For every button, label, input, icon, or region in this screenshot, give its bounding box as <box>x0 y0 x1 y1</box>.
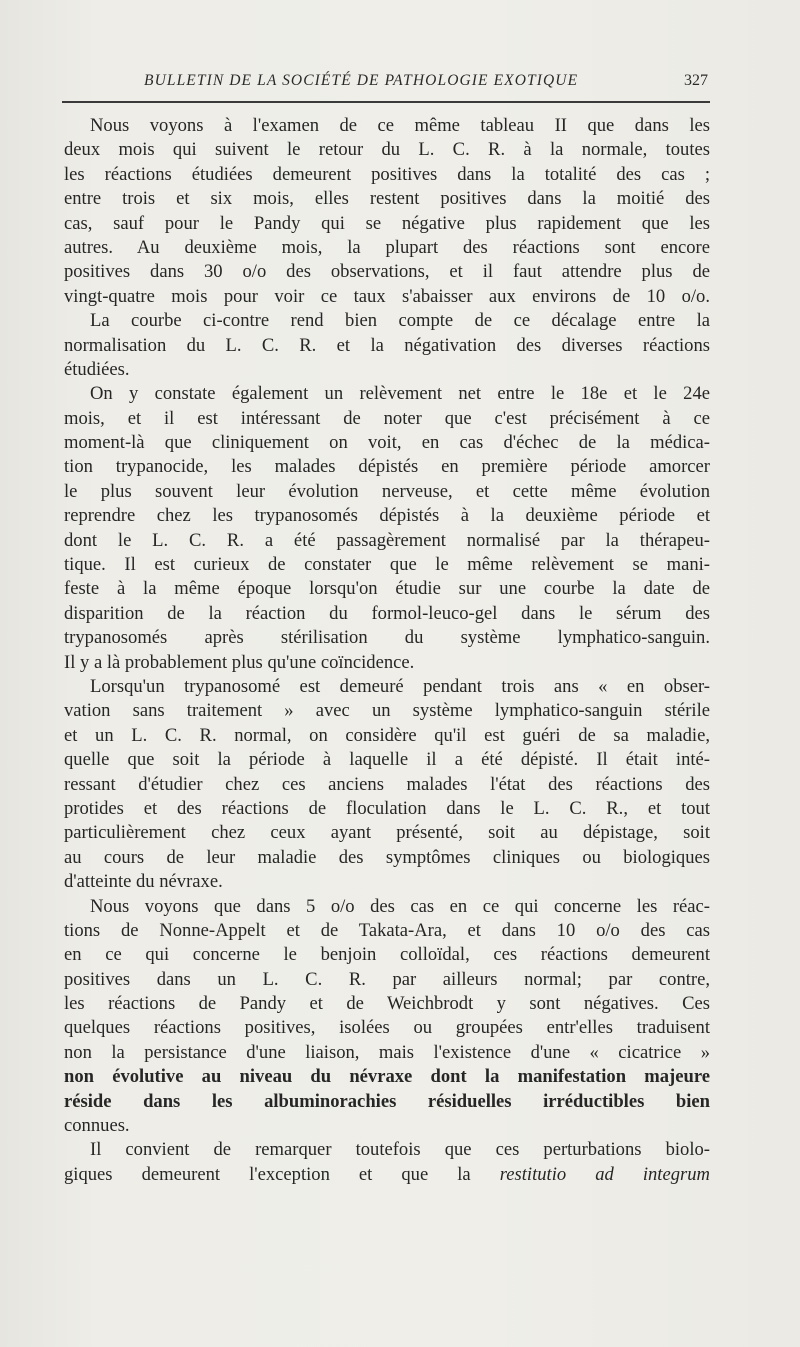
header-rule <box>62 101 710 103</box>
body-text <box>64 114 710 1187</box>
text-line: et un L. C. R. normal, on considère qu'il est guéri de sa maladie, <box>64 724 710 746</box>
journal-running-title: BULLETIN DE LA SOCIÉTÉ DE PATHOLOGIE EXOTIQUE <box>144 72 579 89</box>
text-line: reprendre chez les trypanosomés dépistés à la deuxième période et <box>64 505 710 527</box>
text-line: tique. Il est curieux de constater que le même relèvement se mani- <box>64 554 710 576</box>
text-line: Nous voyons que dans 5 o/o des cas en ce qui concerne les réac- <box>90 895 710 917</box>
text-line: La courbe ci-contre rend bien compte de ce décalage entre la <box>90 310 710 332</box>
text-line: en ce qui concerne le benjoin colloïdal, ces réactions demeurent <box>64 944 710 966</box>
text-line: mois, et il est intéressant de noter que c'est précisément à ce <box>64 407 710 429</box>
text-line: non la persistance d'une liaison, mais l'existence d'une « cicatrice » <box>64 1041 710 1063</box>
text-line: disparition de la réaction du formol-leuco-gel dans le sérum des <box>64 602 710 624</box>
text-line: quelques réactions positives, isolées ou groupées entr'elles traduisent <box>64 1017 710 1039</box>
text-line: On y constate également un relèvement net entre le 18e et le 24e <box>90 383 710 405</box>
text-line-final-roman: giques demeurent l'exception et que la <box>64 1163 471 1185</box>
text-line: étudiées. <box>64 358 130 380</box>
text-line: protides et des réactions de floculation dans le L. C. R., et tout <box>64 797 710 819</box>
text-line: d'atteinte du névraxe. <box>64 871 223 893</box>
running-header <box>62 70 712 98</box>
text-line: moment-là que cliniquement on voit, en cas d'échec de la médica- <box>64 432 710 454</box>
text-line: entre trois et six mois, elles restent positives dans la moitié des <box>64 188 710 210</box>
text-line: réside dans les albuminorachies résiduelles irréductibles bien <box>64 1090 710 1112</box>
text-line: feste à la même époque lorsqu'on étudie sur une courbe la date de <box>64 578 710 600</box>
text-line: normalisation du L. C. R. et la négativation des diverses réactions <box>64 334 710 356</box>
text-line: tions de Nonne-Appelt et de Takata-Ara, et dans 10 o/o des cas <box>64 919 710 941</box>
text-line: particulièrement chez ceux ayant présenté, soit au dépistage, soit <box>64 822 710 844</box>
text-line: cas, sauf pour le Pandy qui se négative plus rapidement que les <box>64 212 710 234</box>
text-line: positives dans 30 o/o des observations, et il faut attendre plus de <box>64 261 710 283</box>
text-line: les réactions de Pandy et de Weichbrodt y sont négatives. Ces <box>64 993 710 1015</box>
text-line-final <box>64 1163 710 1187</box>
page-number: 327 <box>684 72 708 89</box>
text-line: positives dans un L. C. R. par ailleurs normal; par contre, <box>64 968 710 990</box>
text-line: trypanosomés après stérilisation du système lymphatico-sanguin. <box>64 627 710 649</box>
text-line: Nous voyons à l'examen de ce même tableau II que dans les <box>90 115 710 136</box>
text-line: le plus souvent leur évolution nerveuse, et cette même évolution <box>64 480 710 502</box>
text-line: non évolutive au niveau du névraxe dont la manifestation majeure <box>64 1066 710 1088</box>
text-line: quelle que soit la période à laquelle il a été dépisté. Il était inté- <box>64 749 710 771</box>
text-line: Lorsqu'un trypanosomé est demeuré pendant trois ans « en obser- <box>90 675 710 697</box>
text-line: ressant d'étudier chez ces anciens malades l'état des réactions des <box>64 773 710 795</box>
text-line: dont le L. C. R. a été passagèrement normalisé par la thérapeu- <box>64 529 710 551</box>
text-line: connues. <box>64 1115 130 1137</box>
text-line: vation sans traitement » avec un système lymphatico-sanguin stérile <box>64 700 710 722</box>
text-line: les réactions étudiées demeurent positives dans la totalité des cas ; <box>64 163 710 185</box>
text-line: Il convient de remarquer toutefois que ces perturbations biolo- <box>90 1139 710 1161</box>
text-line: autres. Au deuxième mois, la plupart des réactions sont encore <box>64 236 710 258</box>
text-line: Il y a là probablement plus qu'une coïncidence. <box>64 651 415 673</box>
text-line: tion trypanocide, les malades dépistés en première période amorcer <box>64 456 710 478</box>
text-line: deux mois qui suivent le retour du L. C. R. à la normale, toutes <box>64 139 710 161</box>
text-line: vingt-quatre mois pour voir ce taux s'abaisser aux environs de 10 o/o. <box>64 285 710 307</box>
text-line: au cours de leur maladie des symptômes cliniques ou biologiques <box>64 846 710 868</box>
latin-phrase: restitutio ad integrum <box>499 1163 710 1185</box>
